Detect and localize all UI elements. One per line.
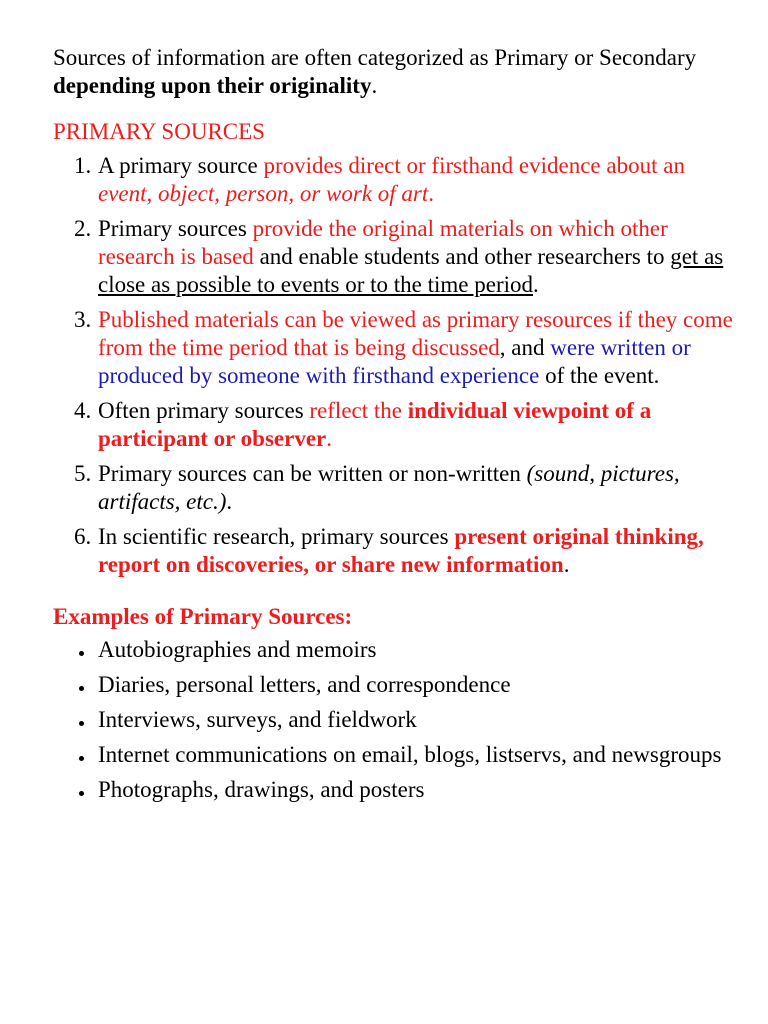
highlight-bold-text: individual viewpoint of a participant or observer (98, 398, 652, 451)
list-number: 5. (74, 461, 92, 486)
highlight-text: provide the original materials on which other research is based (98, 216, 668, 269)
list-text: Photographs, drawings, and posters (98, 777, 425, 802)
list-text: Primary sources can be written or non-written (98, 461, 527, 486)
bullet-icon (79, 686, 84, 691)
intro-period: . (371, 73, 378, 98)
underlined-text: get as close as possible to events or to the time period (98, 244, 724, 297)
list-item (53, 397, 733, 453)
list-item (53, 776, 733, 804)
intro-emphasis: depending upon their originality (53, 73, 372, 98)
highlight-text: provides direct or firsthand evidence about an (263, 153, 685, 178)
list-item (53, 523, 733, 579)
list-number: 4. (74, 398, 92, 423)
list-text: Primary sources (98, 216, 253, 241)
list-text: and enable students and other researchers to (253, 244, 671, 269)
blue-highlight-text: were written or produced by someone with firsthand experience (98, 335, 691, 388)
intro-text: Sources of information are often categorized as Primary or Secondary (53, 45, 697, 70)
list-text: Autobiographies and memoirs (98, 637, 377, 662)
list-text: Internet communications on email, blogs, listservs, and newsgroups (98, 742, 722, 767)
bullet-icon (79, 791, 84, 796)
list-text: Often primary sources (98, 398, 310, 423)
highlight-text: Published materials can be viewed as primary resources if they come from the time period that is being discussed (98, 307, 733, 360)
list-text: Interviews, surveys, and fieldwork (98, 707, 417, 732)
list-item (53, 671, 733, 699)
list-text: of the event. (539, 363, 660, 388)
list-item (53, 636, 733, 664)
bullet-icon (79, 651, 84, 656)
list-item (53, 741, 733, 769)
list-text: In scientific research, primary sources (98, 524, 455, 549)
italic-text: (sound, pictures, artifacts, etc.) (98, 461, 680, 514)
bullet-icon (79, 721, 84, 726)
list-item (53, 706, 733, 734)
primary-sources-heading: PRIMARY SOURCES (53, 119, 265, 144)
list-item (53, 306, 733, 390)
list-item (53, 460, 733, 516)
examples-heading: Examples of Primary Sources: (53, 604, 353, 629)
list-number: 2. (74, 216, 92, 241)
intro-paragraph (53, 44, 733, 100)
list-text: . (533, 272, 539, 297)
examples-list (53, 636, 733, 804)
highlight-bold-text: present original thinking, report on discoveries, or share new information (98, 524, 704, 577)
list-number: 3. (74, 307, 92, 332)
highlight-text: reflect the (309, 398, 408, 423)
list-text: . (428, 181, 435, 206)
list-item (53, 215, 733, 299)
list-text: A primary source (98, 153, 264, 178)
list-number: 6. (74, 524, 92, 549)
list-text: , and (499, 335, 551, 360)
highlight-text: . (326, 426, 333, 451)
list-item (53, 152, 733, 208)
list-number: 1. (74, 153, 92, 178)
list-text: . (226, 489, 233, 514)
bullet-icon (79, 756, 84, 761)
list-text: Diaries, personal letters, and correspondence (98, 672, 511, 697)
primary-sources-list (53, 152, 733, 579)
document-page (53, 44, 733, 811)
list-text: . (563, 552, 570, 577)
highlight-italic-text: event, object, person, or work of art (98, 181, 429, 206)
